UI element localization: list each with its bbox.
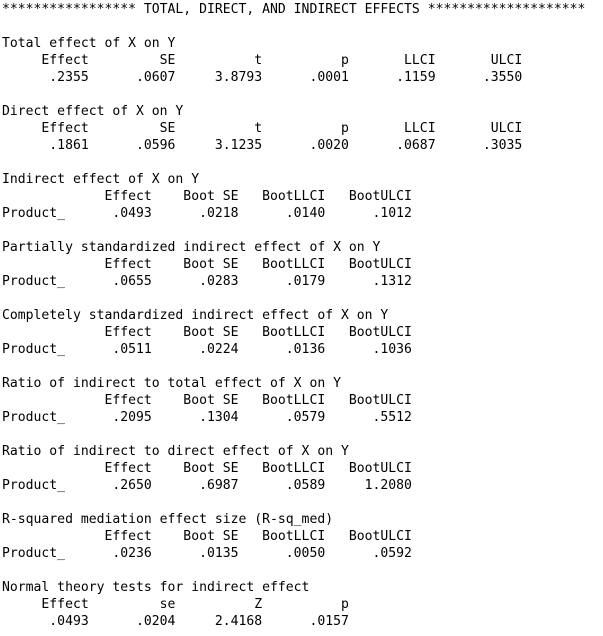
- section-title-partially-standardized: Partially standardized indirect effect of X on Y: [2, 240, 381, 255]
- blank-line: [2, 358, 603, 375]
- blank-line: [2, 426, 603, 443]
- section-title-direct: Direct effect of X on Y: [2, 104, 184, 119]
- blank-line: [2, 290, 603, 307]
- section-title-completely-standardized: Completely standardized indirect effect of X on Y: [2, 308, 389, 323]
- table-row: .2355 .0607 3.8793 .0001 .1159 .3550: [2, 70, 523, 85]
- table-header: Effect se Z p: [2, 597, 349, 612]
- table-row: Product_ .2650 .6987 .0589 1.2080: [2, 478, 412, 493]
- table-header: Effect SE t p LLCI ULCI: [2, 121, 523, 136]
- section-title-total: Total effect of X on Y: [2, 36, 176, 51]
- table-header: Effect Boot SE BootLLCI BootULCI: [2, 461, 412, 476]
- blank-line: [2, 494, 603, 511]
- table-row: Product_ .0655 .0283 .0179 .1312: [2, 274, 412, 289]
- blank-line: [2, 562, 603, 579]
- table-header: Effect Boot SE BootLLCI BootULCI: [2, 189, 412, 204]
- section-title-ratio-direct: Ratio of indirect to direct effect of X on Y: [2, 444, 349, 459]
- table-row: Product_ .0511 .0224 .0136 .1036: [2, 342, 412, 357]
- blank-line: [2, 154, 603, 171]
- section-title-normal-theory: Normal theory tests for indirect effect: [2, 580, 310, 595]
- table-row: .0493 .0204 2.4168 .0157: [2, 614, 349, 629]
- section-title-indirect: Indirect effect of X on Y: [2, 172, 200, 187]
- table-header: Effect Boot SE BootLLCI BootULCI: [2, 257, 412, 272]
- blank-line: [2, 222, 603, 239]
- section-banner: ***************** TOTAL, DIRECT, AND INDIRECT EFFECTS ********************: [2, 2, 586, 17]
- table-header: Effect Boot SE BootLLCI BootULCI: [2, 529, 412, 544]
- table-header: Effect Boot SE BootLLCI BootULCI: [2, 325, 412, 340]
- table-row: Product_ .0493 .0218 .0140 .1012: [2, 206, 412, 221]
- table-row: Product_ .2095 .1304 .0579 .5512: [2, 410, 412, 425]
- table-header: Effect SE t p LLCI ULCI: [2, 53, 523, 68]
- table-row: Product_ .0236 .0135 .0050 .0592: [2, 546, 412, 561]
- blank-line: [2, 18, 603, 35]
- section-title-ratio-total: Ratio of indirect to total effect of X on Y: [2, 376, 341, 391]
- blank-line: [2, 86, 603, 103]
- table-header: Effect Boot SE BootLLCI BootULCI: [2, 393, 412, 408]
- section-title-r-squared: R-squared mediation effect size (R-sq_med): [2, 512, 334, 527]
- table-row: .1861 .0596 3.1235 .0020 .0687 .3035: [2, 138, 523, 153]
